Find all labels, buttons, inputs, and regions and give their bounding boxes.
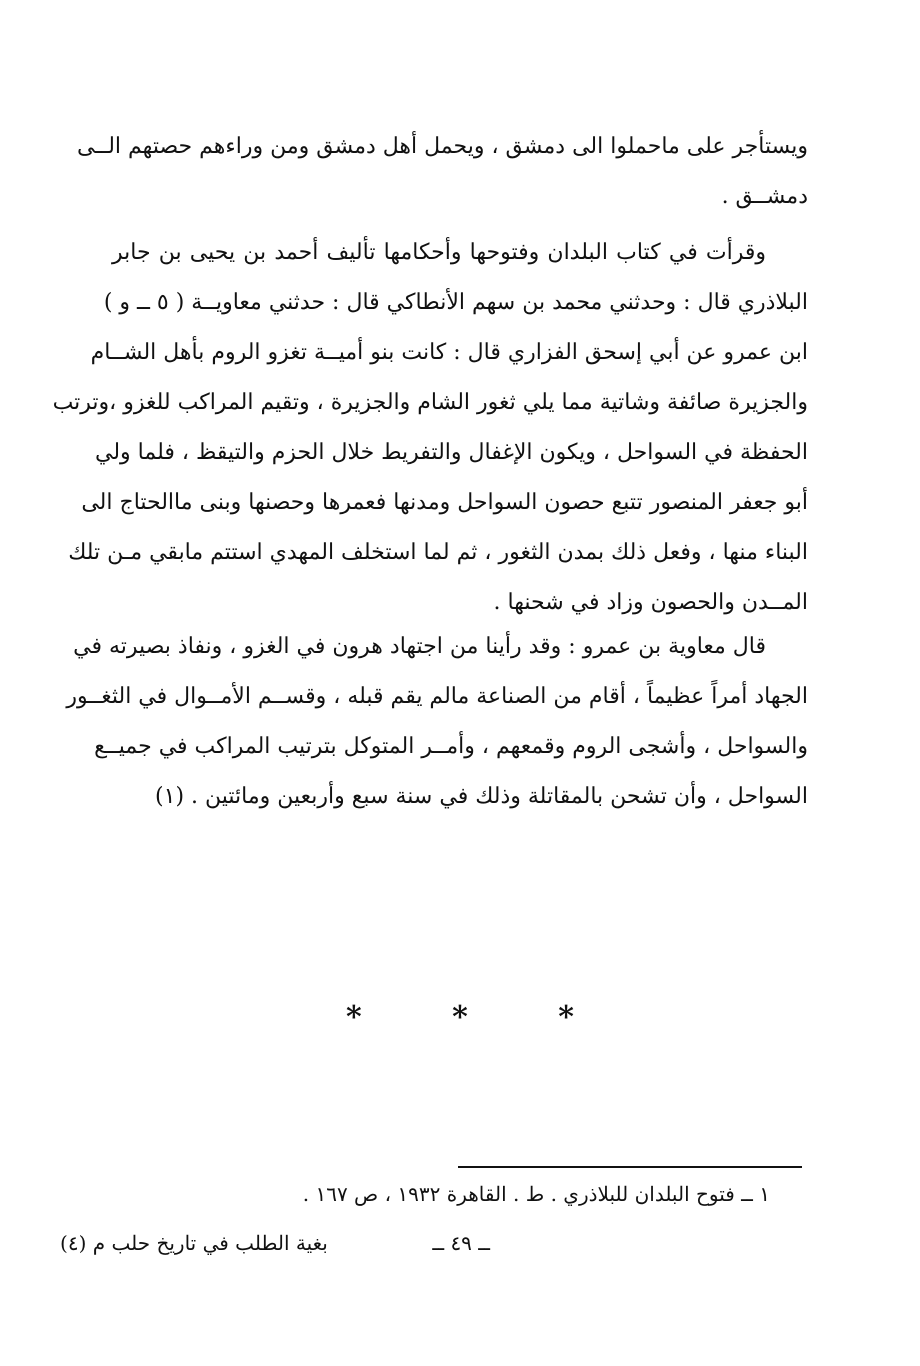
paragraph-1: [77, 122, 808, 222]
section-separator: * * *: [346, 1000, 614, 1035]
text-line: الجهاد أمراً عظيماً ، أقام من الصناعة مالم يقم قبله ، وقســم الأمــوال في الثغــور: [66, 684, 808, 709]
text-line: المــدن والحصون وزاد في شحنها .: [493, 590, 808, 615]
text-line: وقرأت في كتاب البلدان وفتوحها وأحكامها تأليف أحمد بن يحيى بن جابر: [112, 240, 766, 265]
book-title: بغية الطلب في تاريخ حلب م (٤): [60, 1231, 328, 1255]
text-line: دمشــق .: [721, 184, 808, 209]
text-line: ابن عمرو عن أبي إسحق الفزاري قال : كانت بنو أميــة تغزو الروم بأهل الشــام: [90, 340, 808, 365]
text-line: والسواحل ، وأشجى الروم وقمعهم ، وأمــر المتوكل بترتيب المراكب في جميــع: [94, 734, 808, 759]
footnote: ١ ــ فتوح البلدان للبلاذري . ط . القاهرة ١٩٣٢ ، ص ١٦٧ .: [302, 1182, 770, 1206]
text-line: الحفظة في السواحل ، ويكون الإغفال والتفريط خلال الحزم والتيقظ ، فلما ولي: [95, 440, 808, 465]
page-number: ــ ٤٩ ــ: [432, 1231, 490, 1255]
paragraph-2: [52, 228, 808, 628]
paragraph-3: [66, 622, 808, 822]
text-line: قال معاوية بن عمرو : وقد رأينا من اجتهاد هرون في الغزو ، ونفاذ بصيرته في: [73, 634, 766, 659]
text-line: ويستأجر على ماحملوا الى دمشق ، ويحمل أهل دمشق ومن وراءهم حصتهم الــى: [77, 134, 808, 159]
text-line: أبو جعفر المنصور تتبع حصون السواحل ومدنها فعمرها وحصنها وبنى ماالحتاج الى: [81, 490, 808, 515]
text-line: البناء منها ، وفعل ذلك بمدن الثغور ، ثم لما استخلف المهدي استتم مابقي مـن تلك: [68, 540, 808, 565]
text-line: السواحل ، وأن تشحن بالمقاتلة وذلك في سنة سبع وأربعين ومائتين . (١): [155, 784, 808, 809]
footnote-divider: [458, 1166, 802, 1168]
text-line: البلاذري قال : وحدثني محمد بن سهم الأنطاكي قال : حدثني معاويــة ( ٥ ــ و ): [103, 290, 808, 315]
text-line: والجزيرة صائفة وشاتية مما يلي ثغور الشام والجزيرة ، وتقيم المراكب للغزو ،وترتب: [52, 390, 808, 415]
